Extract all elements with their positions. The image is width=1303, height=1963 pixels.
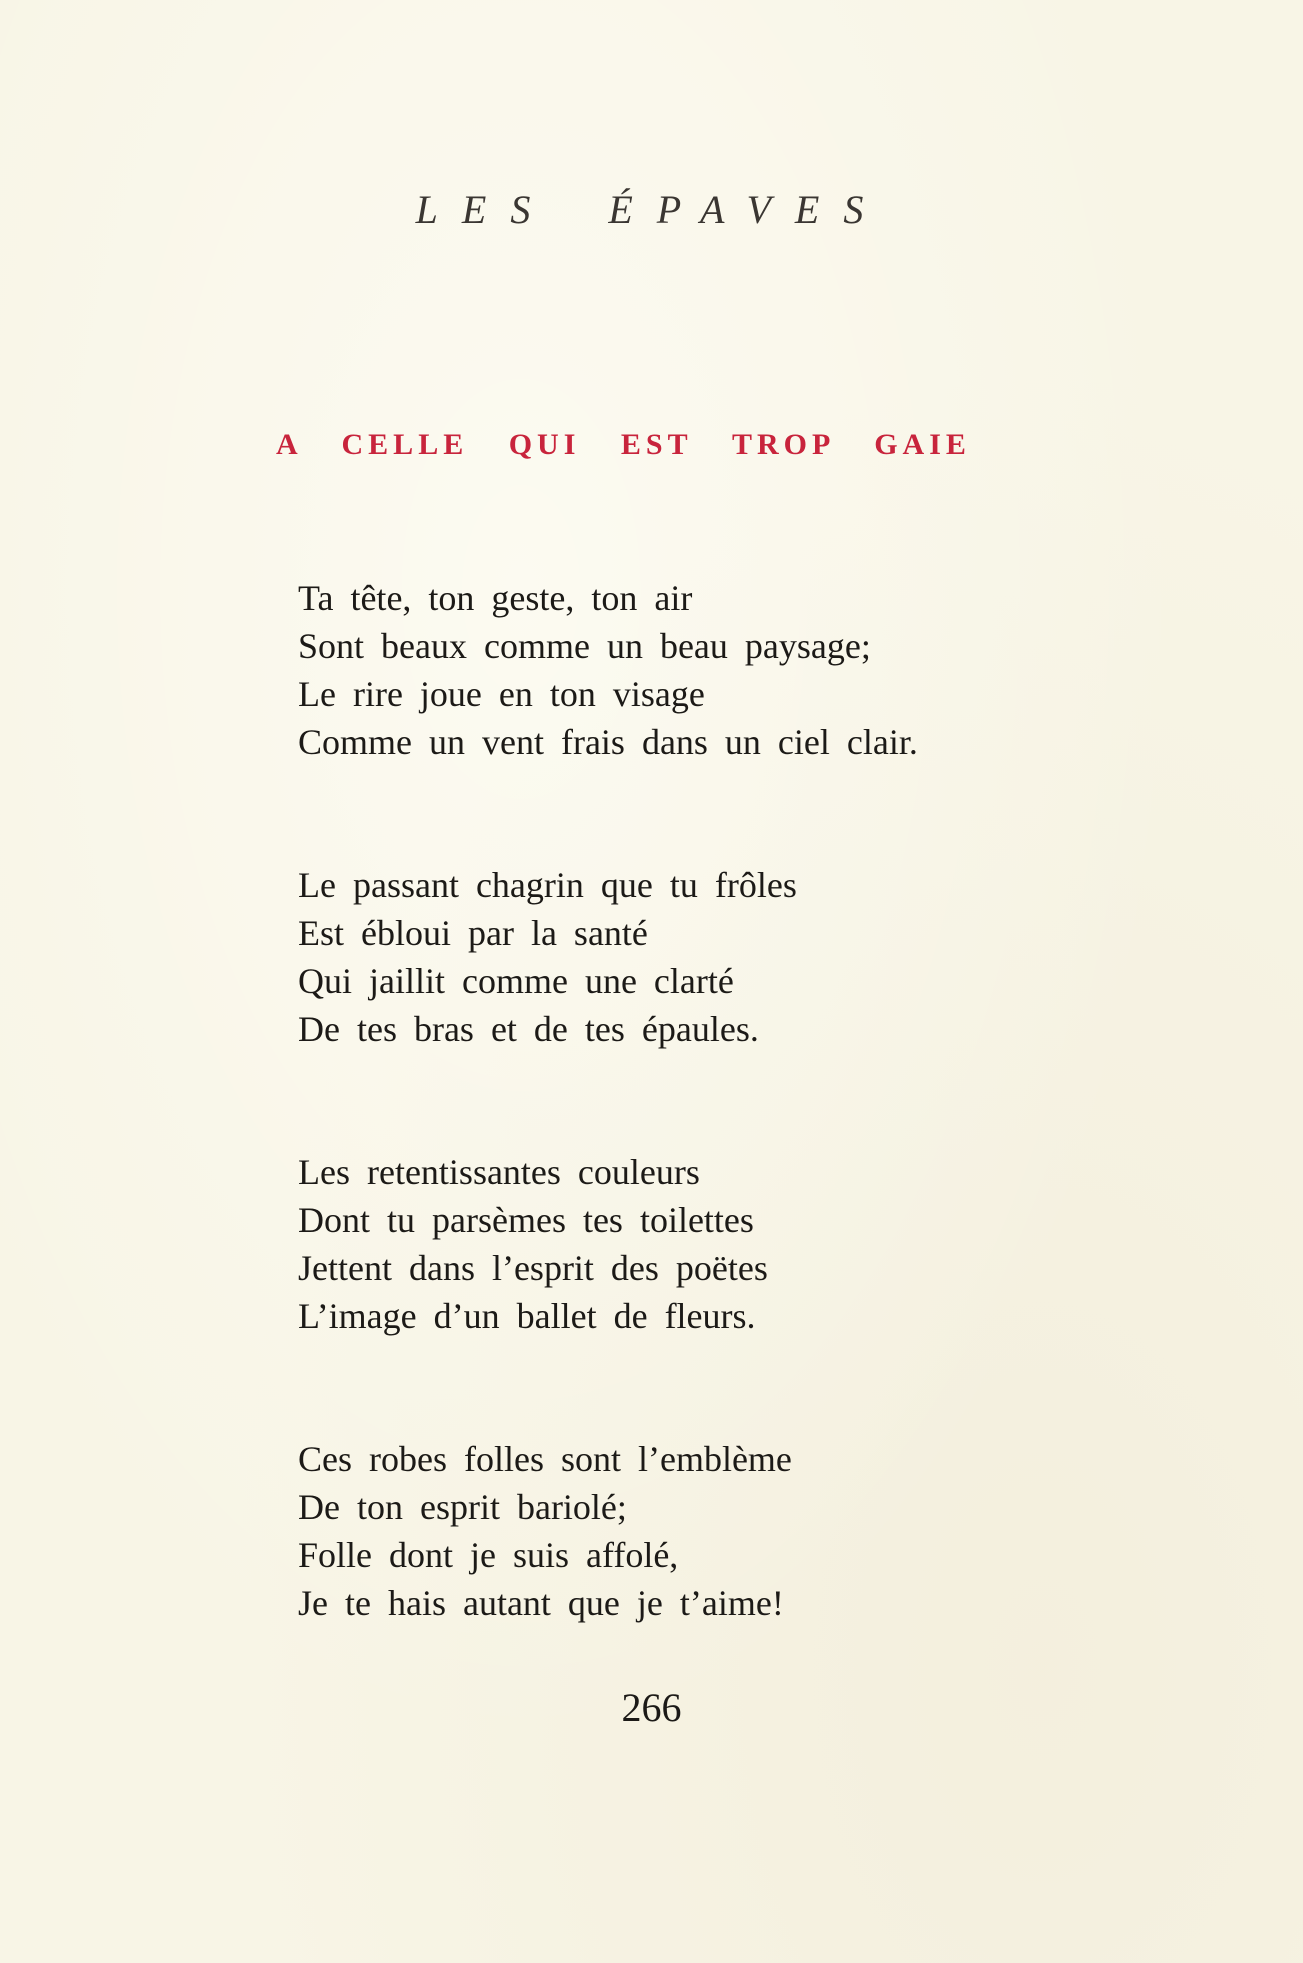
poem-line: L’image d’un ballet de fleurs. (298, 1296, 756, 1336)
poem-line: Qui jaillit comme une clarté (298, 961, 734, 1001)
poem-line: Est ébloui par la santé (298, 913, 648, 953)
stanza (298, 1435, 918, 1627)
poem-title: A CELLE QUI EST TROP GAIE (276, 428, 971, 461)
poem-line: Ta tête, ton geste, ton air (298, 578, 693, 618)
poem-line: Dont tu parsèmes tes toilettes (298, 1200, 754, 1240)
poem-line: Jettent dans l’esprit des poëtes (298, 1248, 768, 1288)
poem-line: Comme un vent frais dans un ciel clair. (298, 722, 918, 762)
page-number: 266 (621, 1685, 682, 1730)
running-head-word: LES (415, 187, 555, 232)
poem-line: Le passant chagrin que tu frôles (298, 865, 797, 905)
poem-line: Folle dont je suis affolé, (298, 1535, 679, 1575)
poem-line: Les retentissantes couleurs (298, 1152, 700, 1192)
poem-line: De ton esprit bariolé; (298, 1487, 627, 1527)
poem-line: Ces robes folles sont l’emblème (298, 1439, 792, 1479)
running-head (0, 186, 1303, 233)
stanza (298, 1148, 918, 1340)
poem-body (298, 574, 918, 1722)
poem-line: Je te hais autant que je t’aime! (298, 1583, 784, 1623)
poem-line: Sont beaux comme un beau paysage; (298, 626, 871, 666)
stanza (298, 574, 918, 766)
stanza (298, 861, 918, 1053)
poem-line: Le rire joue en ton visage (298, 674, 705, 714)
poem-line: De tes bras et de tes épaules. (298, 1009, 759, 1049)
running-head-word: ÉPAVES (608, 187, 888, 232)
